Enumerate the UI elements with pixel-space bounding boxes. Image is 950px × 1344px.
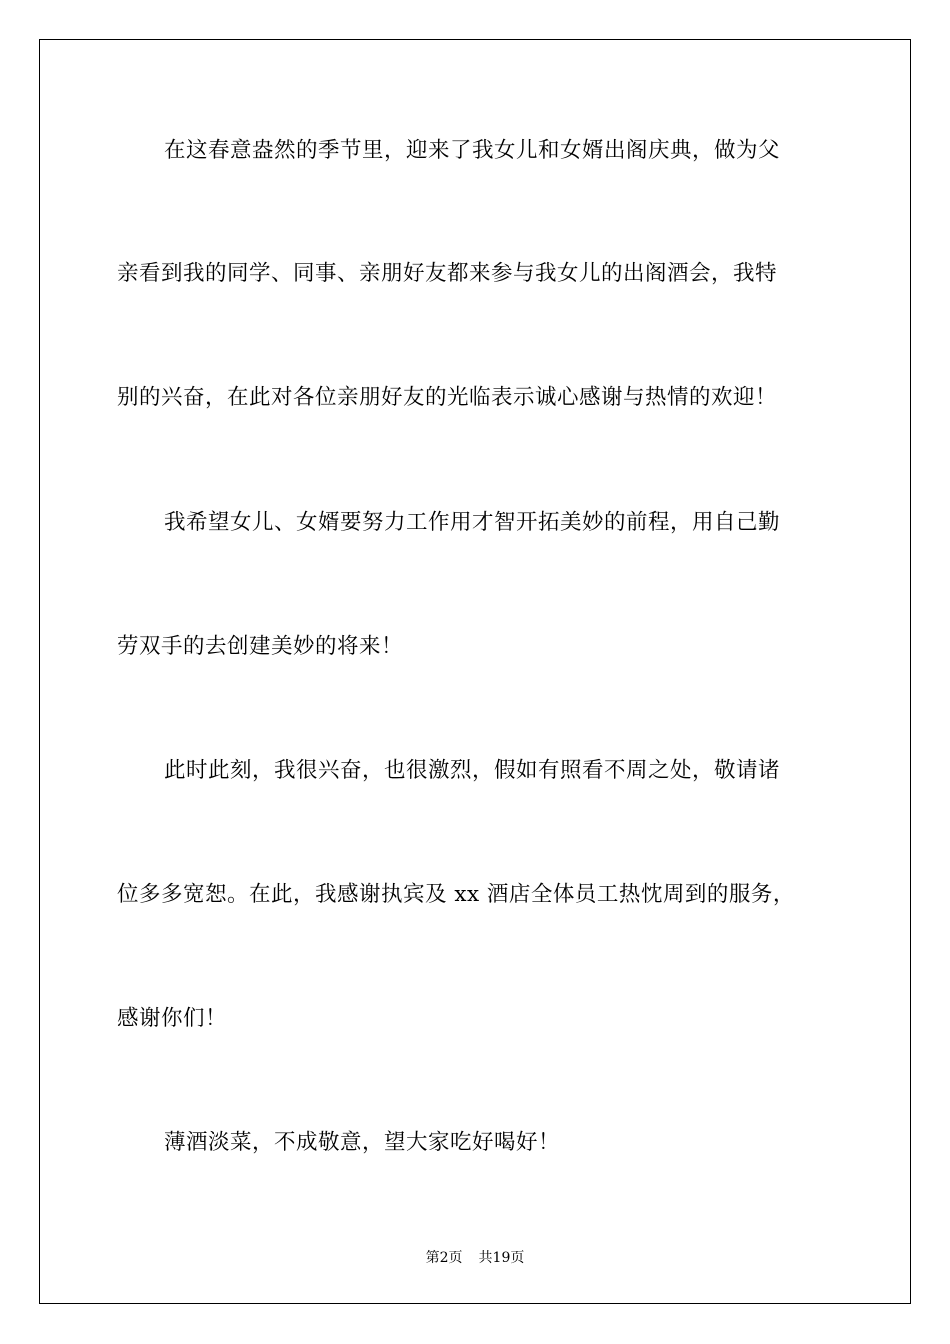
paragraph-2-line-1: 我希望女儿、女婿要努力工作用才智开拓美妙的前程，用自己勤: [164, 510, 781, 535]
paragraph-4-line-1: 薄酒淡菜，不成敬意，望大家吃好喝好！: [164, 1130, 561, 1155]
page-number: 第2页: [425, 1250, 463, 1266]
page-border: [39, 39, 911, 1304]
page-footer: [0, 1249, 950, 1267]
paragraph-3-line-2: 位多多宽恕。在此，我感谢执宾及 xx 酒店全体员工热忱周到的服务，: [117, 882, 795, 907]
paragraph-3-line-1: 此时此刻，我很兴奋，也很激烈，假如有照看不周之处，敬请诸: [164, 758, 781, 783]
paragraph-1-line-2: 亲看到我的同学、同事、亲朋好友都来参与我女儿的出阁酒会，我特: [117, 261, 778, 286]
paragraph-1-line-3: 别的兴奋，在此对各位亲朋好友的光临表示诚心感谢与热情的欢迎！: [117, 385, 778, 410]
paragraph-3-line-3: 感谢你们！: [117, 1006, 228, 1031]
page-total: 共19页: [478, 1250, 525, 1266]
paragraph-2-line-2: 劳双手的去创建美妙的将来！: [117, 634, 404, 659]
paragraph-1-line-1: 在这春意盎然的季节里，迎来了我女儿和女婿出阁庆典，做为父: [164, 138, 781, 163]
